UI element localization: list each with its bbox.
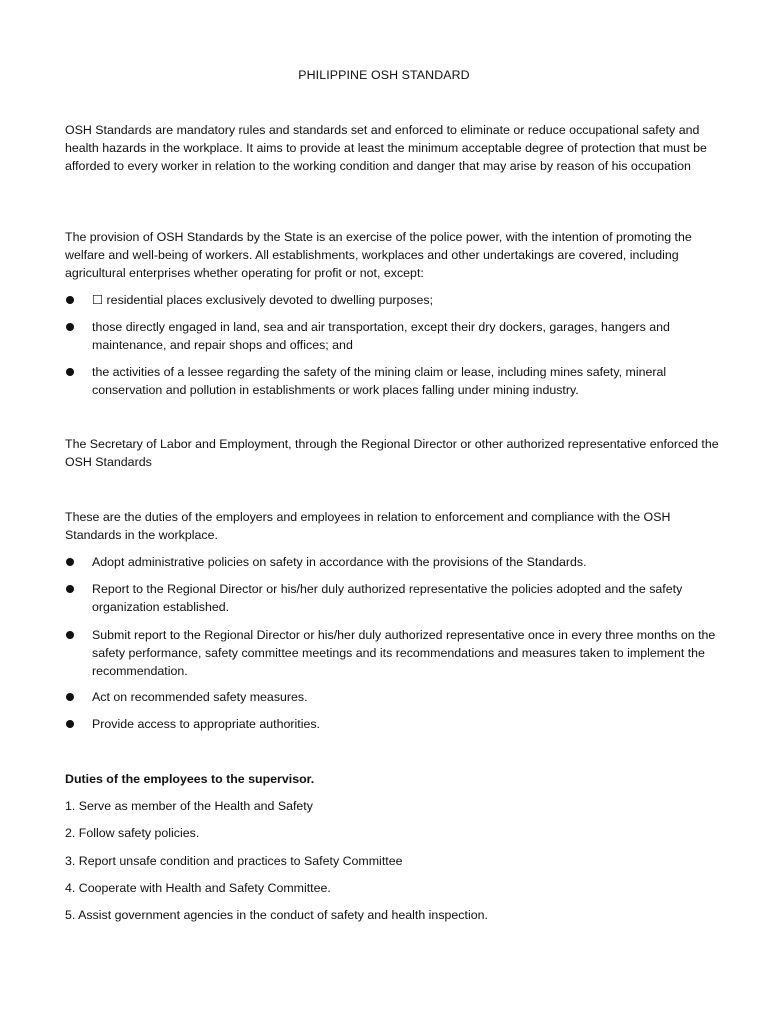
list-item: 5. Assist government agencies in the conduct of safety and health inspection. bbox=[65, 908, 488, 922]
list-item-text: Report to the Regional Director or his/her duly authorized representative the policies adopted and the safety organization established. bbox=[92, 582, 683, 614]
intro-paragraph bbox=[65, 121, 725, 175]
secretary-paragraph: The Secretary of Labor and Employment, through the Regional Director or other authorized representative enforced the OSH Standards bbox=[65, 437, 719, 469]
bullet-icon bbox=[66, 368, 74, 376]
page-title: PHILIPPINE OSH STANDARD bbox=[298, 68, 470, 82]
list-item bbox=[65, 580, 730, 616]
duties-intro-paragraph: These are the duties of the employers and employees in relation to enforcement and compliance with the OSH Standards in the workplace. bbox=[65, 510, 671, 542]
list-item-text: those directly engaged in land, sea and air transportation, except their dry dockers, garages, hangers and maintenance, and repair shops and offices; and bbox=[92, 320, 670, 352]
bullet-icon bbox=[66, 631, 74, 639]
intro-bold-term: OSH Standards bbox=[65, 123, 152, 137]
bullet-icon bbox=[66, 323, 74, 331]
bullet-icon bbox=[66, 558, 74, 566]
list-item bbox=[65, 688, 730, 706]
list-item bbox=[65, 291, 730, 309]
list-item-text: Act on recommended safety measures. bbox=[92, 690, 308, 704]
list-item-text: Submit report to the Regional Director or his/her duly authorized representative once in every three months on the safety performance, safety committee meetings and its recommendations and measures taken to implement the recommendation. bbox=[92, 628, 716, 678]
bullet-icon bbox=[66, 693, 74, 701]
bullet-icon bbox=[66, 296, 74, 304]
bullet-icon bbox=[66, 720, 74, 728]
list-item-text: Adopt administrative policies on safety in accordance with the provisions of the Standards. bbox=[92, 555, 587, 569]
list-item bbox=[65, 626, 730, 680]
list-item: 4. Cooperate with Health and Safety Committee. bbox=[65, 881, 331, 895]
bullet-icon bbox=[66, 585, 74, 593]
list-item: 1. Serve as member of the Health and Safety bbox=[65, 799, 313, 813]
list-item-text: ☐ residential places exclusively devoted to dwelling purposes; bbox=[92, 293, 434, 307]
intro-text: are mandatory rules and standards set and enforced to eliminate or reduce occupational safety and health hazards in the workplace. It aims to provide at least the minimum acceptable degree of protection that must be afforded to every worker in relation to the working condition and danger that may arise by reason of his occupation bbox=[65, 123, 707, 173]
employee-duties-heading: Duties of the employees to the supervisor. bbox=[65, 772, 315, 786]
list-item bbox=[65, 363, 730, 399]
list-item-text: the activities of a lessee regarding the safety of the mining claim or lease, including mines safety, mineral conservation and pollution in establishments or work places falling under mining industry. bbox=[92, 365, 667, 397]
list-item: 3. Report unsafe condition and practices to Safety Committee bbox=[65, 854, 403, 868]
list-item bbox=[65, 715, 730, 733]
list-item: 2. Follow safety policies. bbox=[65, 826, 200, 840]
provision-paragraph: The provision of OSH Standards by the State is an exercise of the police power, with the intention of promoting the welfare and well-being of workers. All establishments, workplaces and other undertakings are covered, including agricultural enterprises whether operating for profit or not, except: bbox=[65, 230, 692, 280]
list-item-text: Provide access to appropriate authorities. bbox=[92, 717, 320, 731]
list-item bbox=[65, 553, 730, 571]
list-item bbox=[65, 318, 730, 354]
